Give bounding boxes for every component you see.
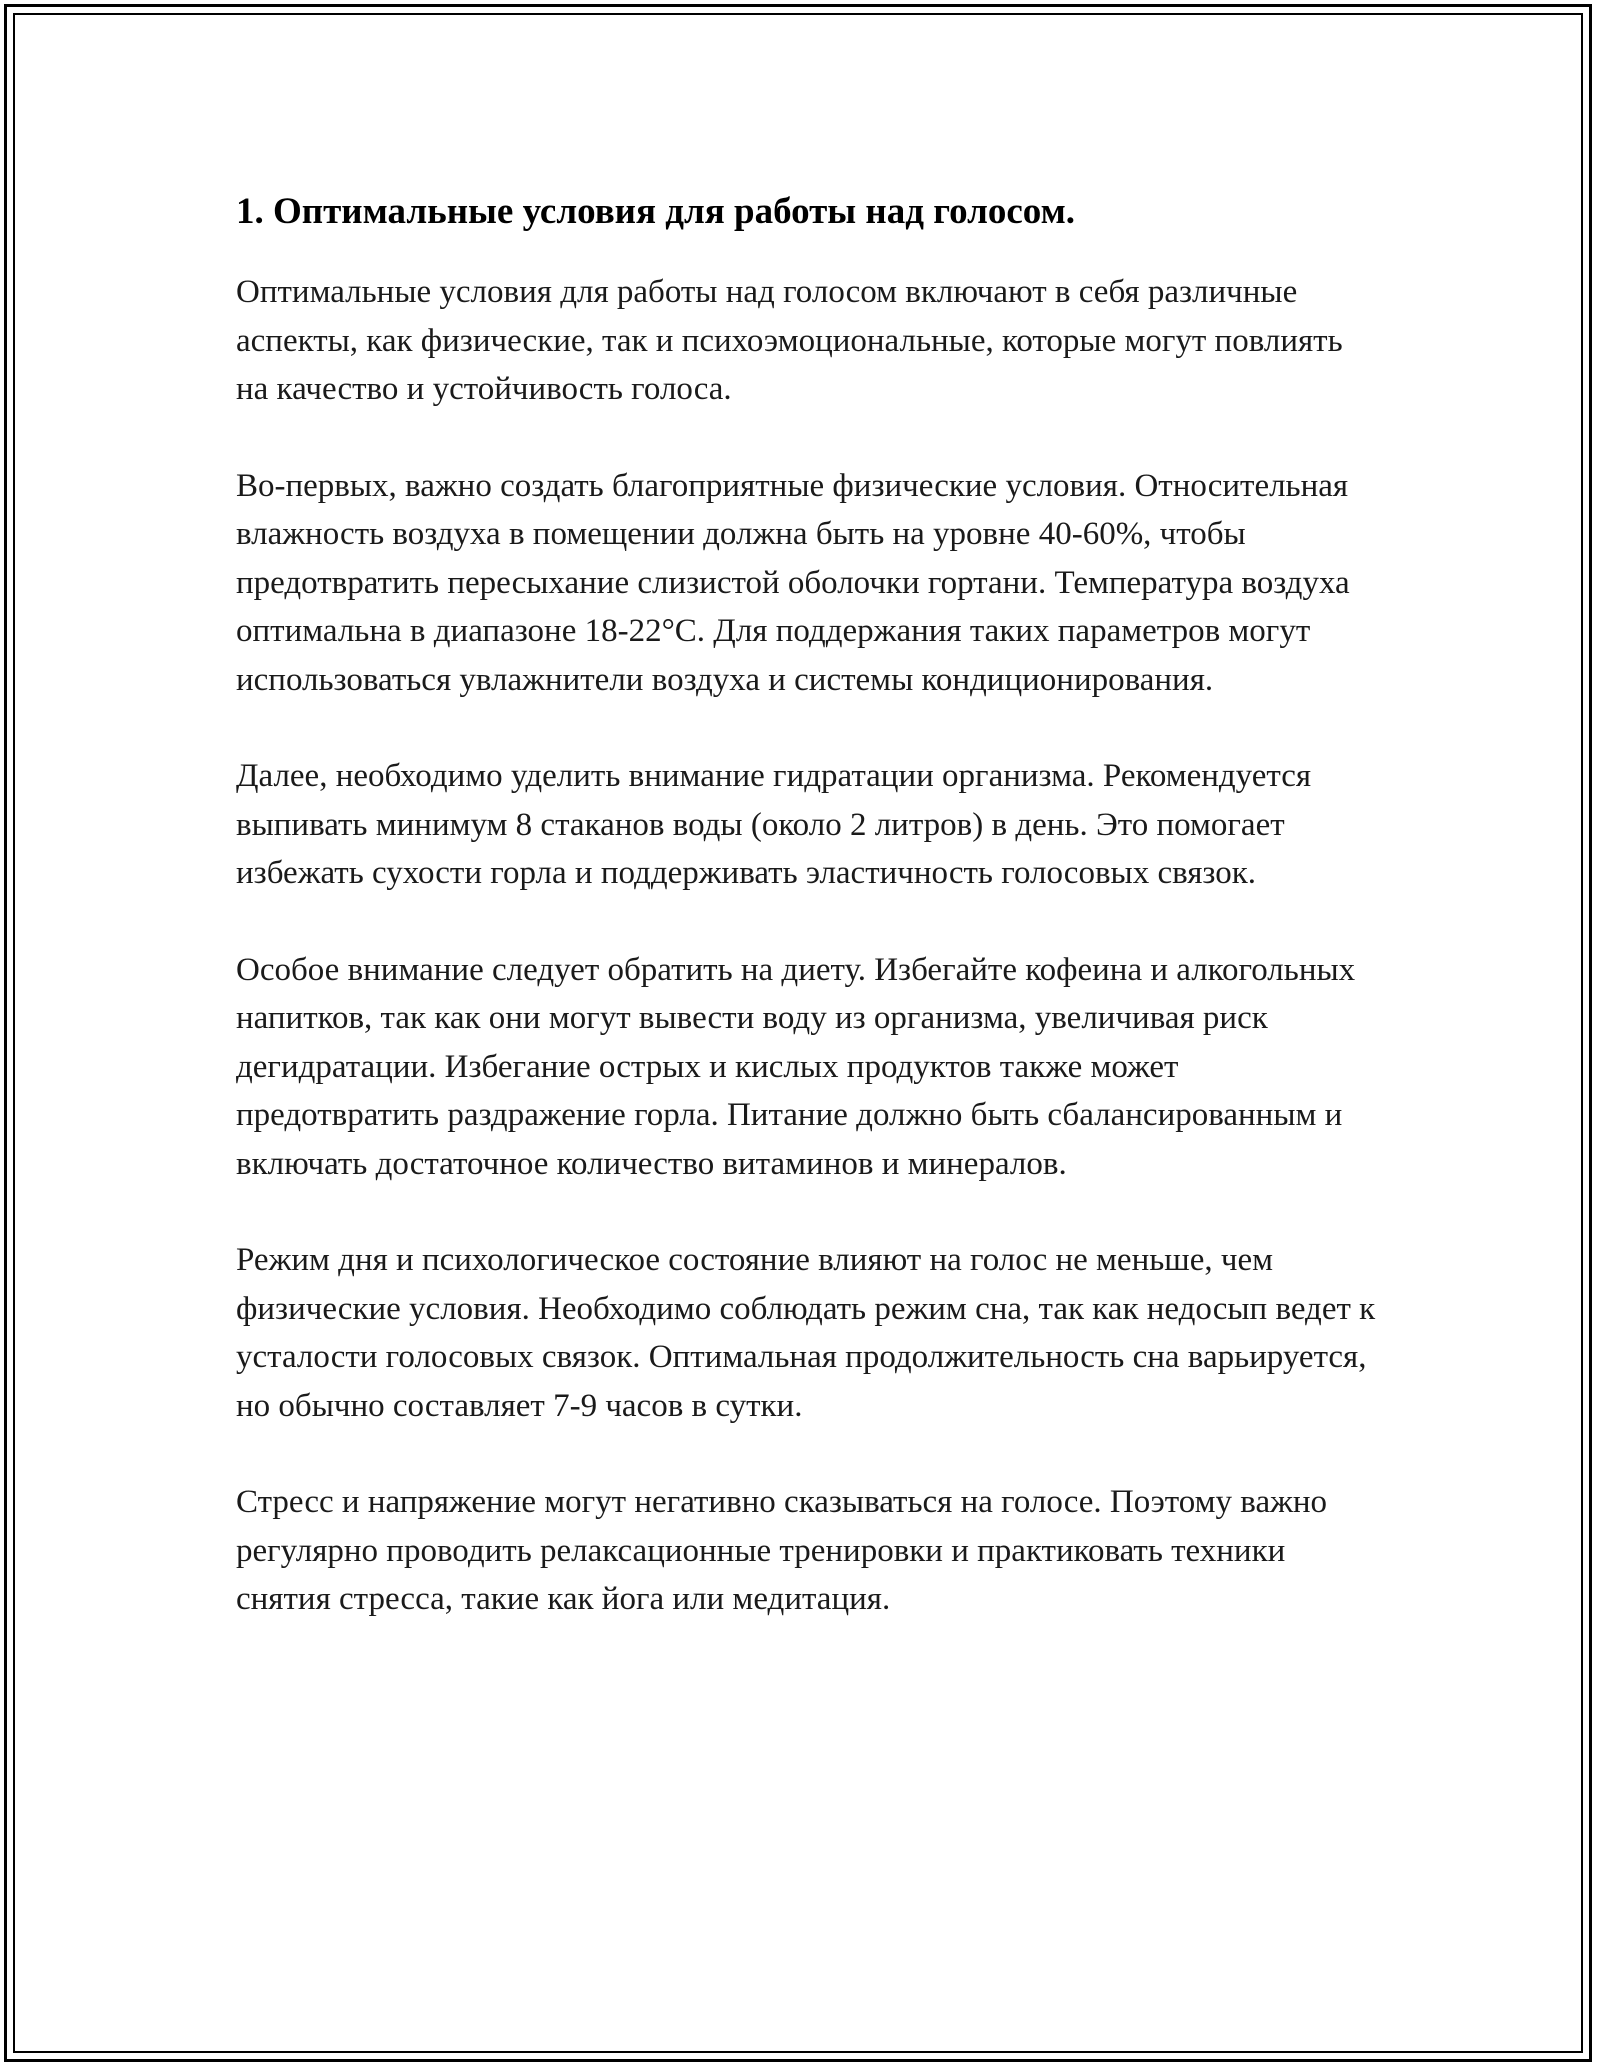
paragraph-daily-routine: Режим дня и психологическое состояние влияют на голос не меньше, чем физические условия. Необходимо соблюдать режим сна, так как недосып ведет к усталости голосовых связок. Оптимальная продолжительность сна варьируется, но обычно составляет 7-9 часов в сутки. <box>236 1242 1376 1424</box>
document-body <box>236 186 1376 1672</box>
paragraph-physical-conditions: Во-первых, важно создать благоприятные физические условия. Относительная влажность воздуха в помещении должна быть на уровне 40-60%, чтобы предотвратить пересыхание слизистой оболочки гортани. Температура воздуха оптимальна в диапазоне 18-22°C. Для поддержания таких параметров могут использоваться увлажнители воздуха и системы кондиционирования. <box>236 467 1350 698</box>
paragraph-diet: Особое внимание следует обратить на диету. Избегайте кофеина и алкогольных напитков, так как они могут вывести воду из организма, увеличивая риск дегидратации. Избегание острых и кислых продуктов также может предотвратить раздражение горла. Питание должно быть сбалансированным и включать достаточное количество витаминов и минералов. <box>236 951 1356 1182</box>
paragraph-stress: Стресс и напряжение могут негативно сказываться на голосе. Поэтому важно регулярно проводить релаксационные тренировки и практиковать техники снятия стресса, такие как йога или медитация. <box>236 1484 1328 1617</box>
section-heading: 1. Оптимальные условия для работы над голосом. <box>236 191 1076 232</box>
paragraph-intro: Оптимальные условия для работы над голосом включают в себя различные аспекты, как физические, так и психоэмоциональные, которые могут повлиять на качество и устойчивость голоса. <box>236 274 1343 407</box>
paragraph-hydration: Далее, необходимо уделить внимание гидратации организма. Рекомендуется выпивать минимум 8 стаканов воды (около 2 литров) в день. Это помогает избежать сухости горла и поддерживать эластичность голосовых связок. <box>236 758 1312 891</box>
